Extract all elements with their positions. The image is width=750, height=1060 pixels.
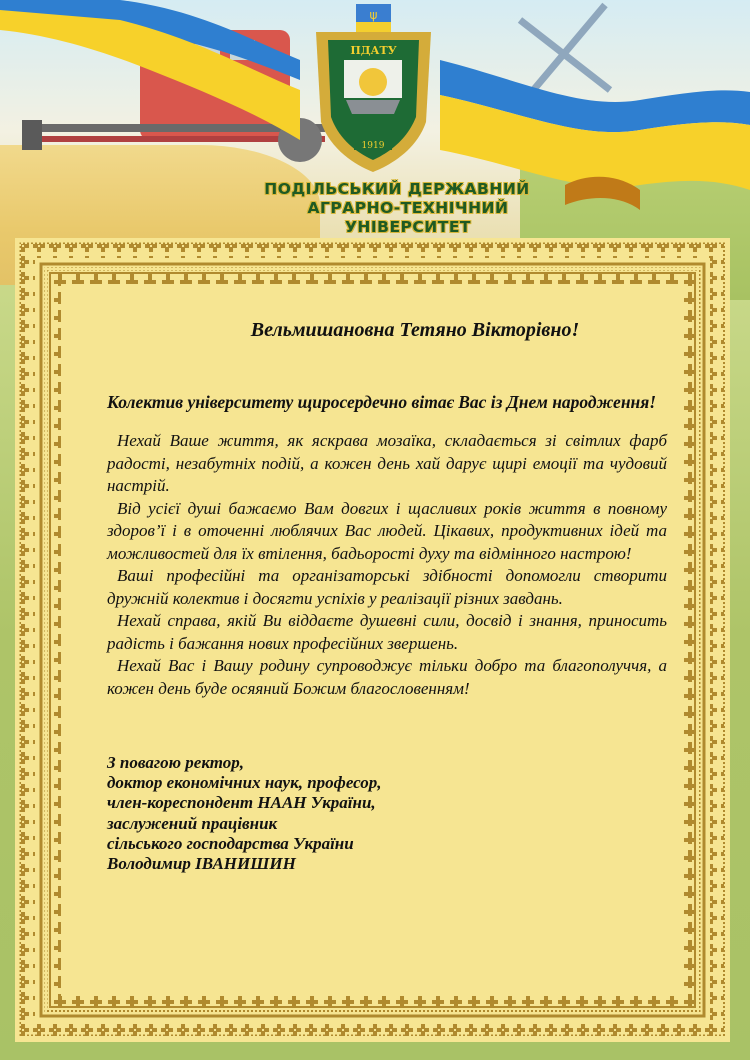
signature-line: член-кореспондент НААН України, — [107, 793, 376, 813]
svg-text:ψ: ψ — [369, 8, 378, 22]
university-name — [232, 180, 562, 237]
signature-name: Володимир ІВАНИШИН — [107, 854, 296, 874]
body-paragraph: Від усієї душі бажаємо Вам довгих і щасливих років життя в повному здоров’ї і в оточенні люблячих Вас людей. Цікавих, продуктивних ідей та можливостей для їх втілення, бадьорості духу та відмінного настрою! — [107, 498, 667, 563]
university-crest-logo — [306, 2, 441, 174]
university-name-line2: АГРАРНО-ТЕХНІЧНИЙ УНІВЕРСИТЕТ — [307, 199, 509, 236]
letter-lead-sentence: Колектив університету щиросердечно вітає Вас із Днем народження! — [107, 392, 657, 412]
signature-line: заслужений працівник — [107, 813, 278, 833]
body-paragraph: Нехай Вас і Вашу родину супроводжує тільки добро та благополуччя, а кожен день буде осяяний Божим благословенням! — [107, 656, 667, 698]
body-paragraph: Нехай справа, якій Ви віддаєте душевні сили, досвід і знання, приносить радість і бажання нових професійних звершень. — [107, 611, 667, 653]
body-paragraph: Нехай Ваше життя, як яскрава мозаїка, складається зі світлих фарб радості, незабутніх подій, а кожен день хай дарує щирі емоції та чудовий настрій. — [107, 431, 667, 495]
letter-greeting: Вельмишановна Тетяно Вікторівно! — [250, 319, 580, 341]
university-name-line1: ПОДІЛЬСЬКИЙ ДЕРЖАВНИЙ — [264, 180, 530, 198]
body-paragraph: Ваші професійні та організаторські здібності допомогли створити дружній колектив і досягти успіхів у реалізації різних завдань. — [107, 566, 667, 608]
letter-body — [107, 430, 667, 700]
signature-line: сільського господарства України — [107, 833, 354, 853]
signature-line: З повагою ректор, — [107, 753, 244, 772]
signature-block — [107, 753, 382, 874]
crest-year: 1919 — [361, 141, 385, 151]
crest-abbreviation: ПДАТУ — [350, 44, 397, 57]
signature-line: доктор економічних наук, професор, — [107, 773, 382, 793]
